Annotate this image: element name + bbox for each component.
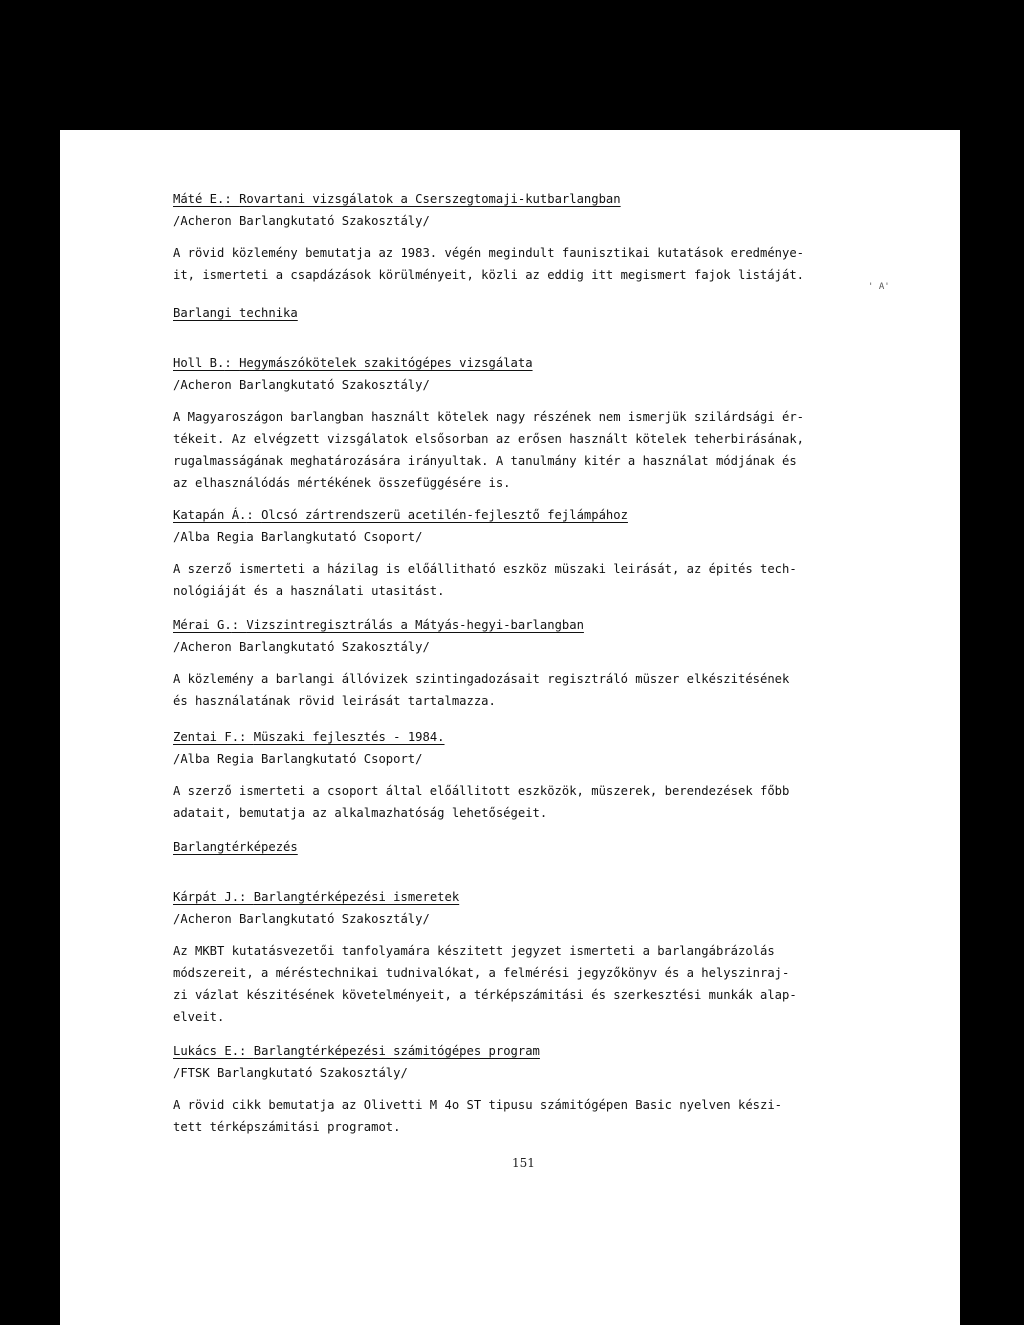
entry-org: /Alba Regia Barlangkutató Csoport/ — [173, 752, 423, 766]
entry-org: /Acheron Barlangkutató Szakosztály/ — [173, 640, 430, 654]
entry-title: Olcsó zártrendszerü acetilén-fejlesztő fejlámpához — [261, 508, 628, 522]
abstract-line: adatait, bemutatja az alkalmazhatóság lehetőségeit. — [173, 806, 548, 820]
abstract-line: it, ismerteti a csapdázások körülményeit, közli az eddig itt megismert fajok listáját. — [173, 268, 805, 282]
abstract-line: Az MKBT kutatásvezetői tanfolyamára készitett jegyzet ismerteti a barlangábrázolás — [173, 944, 775, 958]
abstract-line: A szerző ismerteti a csoport által előállitott eszközök, müszerek, berendezések főbb — [173, 784, 790, 798]
margin-mark: ' A' — [868, 282, 890, 292]
entry-title: Rovartani vizsgálatok a Cserszegtomaji-kutbarlangban — [239, 192, 621, 206]
entry-author: Máté E. — [173, 192, 225, 206]
section-heading-terkepezes: Barlangtérképezés — [173, 840, 298, 854]
entry-org: /Acheron Barlangkutató Szakosztály/ — [173, 378, 430, 392]
entry-zentai — [173, 726, 873, 824]
entry-org: /Alba Regia Barlangkutató Csoport/ — [173, 530, 423, 544]
entry-heading: Katapán Á.: Olcsó zártrendszerü acetilén-fejlesztő fejlámpához — [173, 508, 628, 522]
abstract-line: A rövid közlemény bemutatja az 1983. végén megindult faunisztikai kutatások eredménye- — [173, 246, 805, 260]
abstract-line: A Magyaroszágon barlangban használt kötelek nagy részének nem ismerjük szilárdsági ér- — [173, 410, 805, 424]
entry-author: Holl B. — [173, 356, 225, 370]
entry-org: /FTSK Barlangkutató Szakosztály/ — [173, 1066, 408, 1080]
abstract-line: és használatának rövid leirását tartalmazza. — [173, 694, 496, 708]
entry-heading: Zentai F.: Müszaki fejlesztés - 1984. — [173, 730, 445, 744]
entry-author: Mérai G. — [173, 618, 232, 632]
abstract-line: az elhasználódás mértékének összefüggésére is. — [173, 476, 511, 490]
entry-heading: Mérai G.: Vizszintregisztrálás a Mátyás-hegyi-barlangban — [173, 618, 584, 632]
entry-mate — [173, 188, 873, 286]
section-heading-technika: Barlangi technika — [173, 306, 298, 320]
entry-heading: Holl B.: Hegymászókötelek szakitógépes vizsgálata — [173, 356, 533, 370]
entry-title: Hegymászókötelek szakitógépes vizsgálata — [239, 356, 533, 370]
entry-heading: Kárpát J.: Barlangtérképezési ismeretek — [173, 890, 460, 904]
entry-org: /Acheron Barlangkutató Szakosztály/ — [173, 214, 430, 228]
page-number: 151 — [512, 1156, 535, 1170]
abstract-line: nológiáját és a használati utasitást. — [173, 584, 445, 598]
entry-lukacs — [173, 1040, 873, 1138]
entry-author: Zentai F. — [173, 730, 240, 744]
entry-title: Vizszintregisztrálás a Mátyás-hegyi-barlangban — [246, 618, 584, 632]
abstract-line: A közlemény a barlangi állóvizek szintingadozásait regisztráló müszer elkészitésének — [173, 672, 790, 686]
entry-title: Barlangtérképezési számitógépes program — [253, 1044, 540, 1058]
entry-merai — [173, 614, 873, 712]
abstract-line: elveit. — [173, 1010, 225, 1024]
entry-author: Katapán Á. — [173, 508, 247, 522]
entry-author: Lukács E. — [173, 1044, 240, 1058]
abstract-line: módszereit, a méréstechnikai tudnivalókat, a felmérési jegyzőkönyv és a helyszinraj- — [173, 966, 790, 980]
entry-title: Müszaki fejlesztés - 1984. — [253, 730, 445, 744]
entry-title: Barlangtérképezési ismeretek — [253, 890, 460, 904]
entry-karpat — [173, 886, 873, 1028]
abstract-line: tett térképszámitási programot. — [173, 1120, 401, 1134]
entry-author: Kárpát J. — [173, 890, 240, 904]
abstract-line: zi vázlat készitésének követelményeit, a térképszámitási és szerkesztési munkák alap- — [173, 988, 797, 1002]
abstract-line: A szerző ismerteti a házilag is előállitható eszköz müszaki leirását, az épités tech- — [173, 562, 797, 576]
entry-holl — [173, 352, 873, 494]
abstract-line: rugalmasságának meghatározására irányultak. A tanulmány kitér a használat módjának és — [173, 454, 797, 468]
abstract-line: A rövid cikk bemutatja az Olivetti M 4o ST tipusu számitógépen Basic nyelven készi- — [173, 1098, 783, 1112]
entry-heading: Máté E.: Rovartani vizsgálatok a Cserszegtomaji-kutbarlangban — [173, 192, 621, 206]
entry-heading: Lukács E.: Barlangtérképezési számitógépes program — [173, 1044, 540, 1058]
entry-katapan — [173, 504, 873, 602]
abstract-line: tékeit. Az elvégzett vizsgálatok elsősorban az erősen használt kötelek teherbirásának, — [173, 432, 805, 446]
entry-org: /Acheron Barlangkutató Szakosztály/ — [173, 912, 430, 926]
